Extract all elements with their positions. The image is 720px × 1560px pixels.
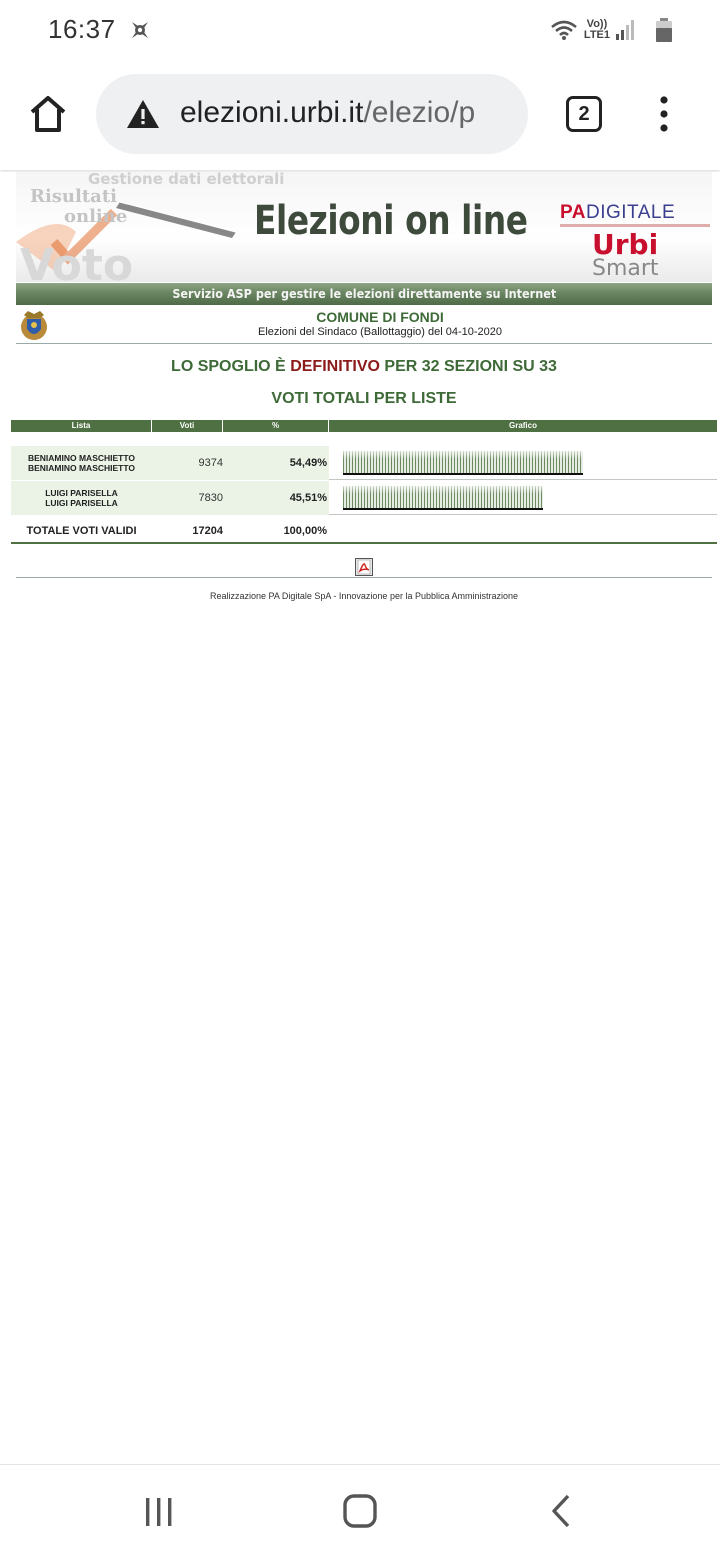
col-voti: Voti [152,420,223,432]
banner-online-text: online [64,206,128,227]
url-text[interactable] [180,96,475,130]
col-pct: % [223,420,329,432]
votes-value: 7830 [198,492,223,504]
total-percent: 100,00% [283,525,327,537]
url-host: elezioni.urbi.it [180,96,364,129]
vote-bar [343,486,543,510]
signal-icon [616,20,634,40]
vote-bar [343,451,583,475]
banner-gestione-text: Gestione dati elettorali [88,172,285,188]
web-page [0,172,720,1462]
total-votes: 17204 [192,525,223,537]
service-bar [16,283,712,305]
credits-text: Realizzazione PA Digitale SpA - Innovazione per la Pubblica Amministrazione [210,591,518,601]
pa-logo-pa: PA [560,202,586,223]
votes-cell [152,446,223,480]
browser-toolbar [0,60,720,170]
footer-divider [16,577,712,578]
candidate-cell [11,446,152,480]
tab-switcher-button[interactable]: 2 [566,96,602,132]
svg-text:Voto: Voto [20,240,134,282]
chart-cell [329,446,717,480]
service-text: Servizio ASP per gestire le elezioni direttamente su Internet [172,286,556,301]
url-path: /elezio/p [363,96,476,129]
pa-tagline-line [560,224,710,227]
chart-cell [329,481,717,515]
col-lista: Lista [11,420,152,432]
section-title: VOTI TOTALI PER LISTE [271,390,457,407]
home-nav-icon[interactable] [342,1493,378,1529]
more-vert-icon[interactable] [652,94,676,134]
back-icon[interactable] [548,1493,574,1529]
candidate-name: LUIGI PARISELLA [45,488,118,498]
home-icon[interactable] [26,92,70,136]
smart-logo: Smart [592,256,659,281]
comune-header [16,306,712,344]
network-type [584,19,610,41]
lte-label: LTE1 [583,29,610,41]
spoglio-prefix: LO SPOGLIO È [171,358,286,375]
candidate-name: BENIAMINO MASCHIETTO [27,453,136,463]
election-subtitle: Elezioni del Sindaco (Ballottaggio) del 04-10-2020 [258,326,502,338]
site-banner [16,172,712,282]
candidate-cell [11,481,152,515]
comune-name: COMUNE DI FONDI [316,309,444,325]
warning-icon[interactable] [126,98,160,130]
spoglio-suffix: PER 32 SEZIONI SU 33 [384,358,557,375]
wifi-icon [550,19,578,41]
votes-cell [152,481,223,515]
percent-cell: 54,49% [223,446,329,480]
pa-logo-digitale: DIGITALE [585,202,676,223]
address-bar[interactable] [96,74,528,154]
pdf-icon[interactable] [355,558,373,576]
pa-digitale-logo [560,202,675,224]
spoglio-status [0,358,720,376]
volte-label: Vo)) [586,18,608,30]
votes-value: 9374 [198,457,223,469]
status-bar [0,0,720,60]
table-row [11,481,717,515]
table-row [11,446,717,480]
total-row [11,516,717,544]
banner-title: Elezioni on line [254,198,528,244]
col-grafico: Grafico [508,421,537,430]
battery-icon [654,18,674,42]
percent-cell: 45,51% [223,481,329,515]
assistant-icon [128,18,152,42]
status-time: 16:37 [48,14,116,44]
urbi-logo: Urbi [592,228,659,261]
list-name: BENIAMINO MASCHIETTO [27,463,136,473]
table-header [11,420,717,432]
recent-apps-icon[interactable] [142,1495,176,1529]
total-label: TOTALE VOTI VALIDI [26,525,137,537]
list-name: LUIGI PARISELLA [45,498,118,508]
spoglio-definitivo: DEFINITIVO [290,358,380,375]
banner-risultati-text: Risultati [30,186,117,207]
system-nav-bar [0,1464,720,1560]
